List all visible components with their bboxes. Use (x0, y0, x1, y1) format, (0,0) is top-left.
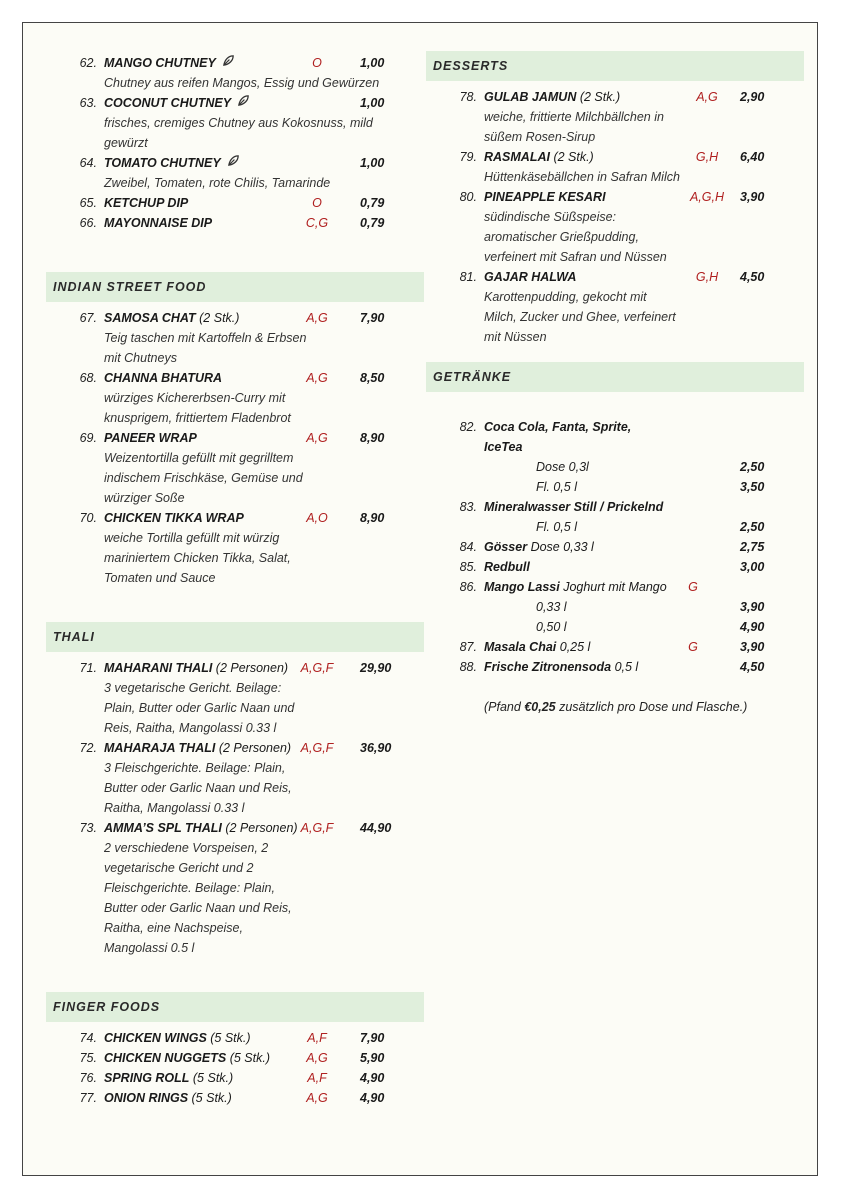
item-description: aromatischer Grießpudding, (484, 230, 639, 244)
item-description: würziges Kichererbsen-Curry mit (104, 391, 286, 405)
item-price: 0,79 (360, 216, 385, 230)
item-number: 64. (79, 156, 97, 170)
item-portion: (5 Stk.) (226, 1051, 270, 1065)
item-description: mariniertem Chicken Tikka, Salat, (104, 551, 291, 565)
item-name-text: PINEAPPLE KESARI (484, 190, 606, 204)
item-price: 1,00 (360, 56, 385, 70)
item-description: Weizentortilla gefüllt mit gegrilltem (104, 451, 294, 465)
drink-name-text: Redbull (484, 560, 530, 574)
item-description: Reis, Raitha, Mangolassi 0.33 l (104, 721, 277, 735)
drink-name (484, 557, 530, 577)
item-name-text: CHICKEN TIKKA WRAP (104, 511, 244, 525)
item-price: 29,90 (360, 661, 392, 675)
item-name (104, 368, 222, 388)
item-name-text: SAMOSA CHAT (104, 311, 196, 325)
item-name-text: MAYONNAISE DIP (104, 216, 213, 230)
allergen-codes: A,G,F (300, 741, 334, 755)
item-number: 80. (459, 190, 477, 204)
item-description: Hüttenkäsebällchen in Safran Milch (484, 170, 680, 184)
item-description: würziger Soße (104, 491, 185, 505)
drink-detail: 0,5 l (611, 660, 639, 674)
drink-name-text: Frische Zitronensoda (484, 660, 612, 674)
drink-size: Fl. 0,5 l (536, 480, 577, 494)
allergen-codes: A,G,H (689, 190, 725, 204)
item-description: vegetarische Gericht und 2 (104, 861, 254, 875)
item-name (484, 267, 576, 287)
item-description: Zweibel, Tomaten, rote Chilis, Tamarinde (104, 176, 331, 190)
section-header: FINGER FOODS (46, 992, 424, 1022)
allergen-codes: O (312, 56, 322, 70)
allergen-codes: A,G (306, 371, 328, 385)
item-price: 8,50 (360, 371, 385, 385)
item-name (104, 153, 240, 174)
deposit-note-part: (Pfand (484, 700, 525, 714)
drink-name-text: Mango Lassi (484, 580, 560, 594)
item-name (484, 147, 594, 167)
item-number: 82. (459, 420, 477, 434)
drink-name-text: Masala Chai (484, 640, 557, 654)
allergen-codes: A,G (306, 431, 328, 445)
deposit-note (484, 697, 747, 717)
item-price: 36,90 (360, 741, 392, 755)
item-name (104, 213, 212, 233)
item-number: 76. (79, 1071, 97, 1085)
drink-price: 4,50 (740, 660, 765, 674)
drink-name-text: Mineralwasser Still / Prickelnd (484, 500, 664, 514)
allergen-codes: G (688, 580, 698, 594)
drink-size: Fl. 0,5 l (536, 520, 577, 534)
drink-name (484, 577, 667, 597)
item-number: 72. (79, 741, 97, 755)
drink-name (484, 497, 663, 517)
section-header: THALI (46, 622, 424, 652)
item-number: 83. (459, 500, 477, 514)
item-name (104, 93, 250, 114)
drink-name-text: IceTea (484, 440, 523, 454)
item-description: Butter oder Garlic Naan und Reis, (104, 781, 292, 795)
drink-size: 0,50 l (536, 620, 567, 634)
item-number: 79. (459, 150, 477, 164)
drink-price: 2,50 (740, 520, 765, 534)
allergen-codes: A,G (696, 90, 718, 104)
item-description: Fleischgerichte. Beilage: Plain, (104, 881, 275, 895)
item-portion: (2 Personen) (215, 741, 292, 755)
item-portion: (2 Personen) (212, 661, 289, 675)
deposit-note-part: zusätzlich pro Dose und Flasche.) (555, 700, 748, 714)
allergen-codes: C,G (305, 216, 329, 230)
drink-name-text: Gösser (484, 540, 528, 554)
leaf-icon (237, 94, 250, 114)
item-portion: (5 Stk.) (206, 1031, 251, 1045)
item-price: 7,90 (360, 311, 385, 325)
item-name (104, 428, 197, 448)
item-description: weiche, frittierte Milchbällchen in (484, 110, 664, 124)
item-number: 78. (459, 90, 477, 104)
item-description: weiche Tortilla gefüllt mit würzig (104, 531, 280, 545)
drink-price: 2,75 (740, 540, 765, 554)
allergen-codes: A,G,F (300, 661, 334, 675)
menu-page (22, 22, 818, 1176)
item-price: 8,90 (360, 511, 385, 525)
item-description: gewürzt (104, 136, 148, 150)
item-name-text: CHANNA BHATURA (104, 371, 223, 385)
item-number: 77. (79, 1091, 97, 1105)
item-description: indischem Frischkäse, Gemüse und (104, 471, 303, 485)
item-name (104, 658, 288, 678)
item-number: 71. (79, 661, 97, 675)
leaf-icon (222, 54, 235, 74)
item-description: Chutney aus reifen Mangos, Essig und Gewürzen (104, 76, 380, 90)
item-price: 4,90 (360, 1071, 385, 1085)
item-number: 74. (79, 1031, 97, 1045)
drink-name (484, 657, 638, 677)
item-name-text: COCONUT CHUTNEY (104, 96, 232, 110)
item-name-text: MANGO CHUTNEY (104, 56, 216, 70)
item-name (104, 508, 244, 528)
section-header: INDIAN STREET FOOD (46, 272, 424, 302)
drink-price: 3,90 (740, 600, 765, 614)
item-number: 62. (79, 56, 97, 70)
item-description: Raitha, Mangolassi 0.33 l (104, 801, 245, 815)
drink-price: 4,90 (740, 620, 765, 634)
item-portion: (2 Personen) (221, 821, 298, 835)
drink-detail: Joghurt mit Mango (559, 580, 667, 594)
item-name-text: MAHARANI THALI (104, 661, 213, 675)
allergen-codes: A,G (306, 311, 328, 325)
drink-detail: Dose 0,33 l (527, 540, 594, 554)
item-price: 0,79 (360, 196, 385, 210)
allergen-codes: O (312, 196, 322, 210)
item-name-text: GAJAR HALWA (484, 270, 577, 284)
item-price: 7,90 (360, 1031, 385, 1045)
allergen-codes: A,G,F (300, 821, 334, 835)
item-name-text: ONION RINGS (104, 1091, 189, 1105)
item-portion: (2 Stk.) (549, 150, 594, 164)
allergen-codes: G,H (695, 270, 719, 284)
item-price: 2,90 (740, 90, 765, 104)
item-name-text: MAHARAJA THALI (104, 741, 216, 755)
item-number: 66. (79, 216, 97, 230)
allergen-codes: A,O (306, 511, 328, 525)
item-name-text: SPRING ROLL (104, 1071, 190, 1085)
drink-name-text: Coca Cola, Fanta, Sprite, (484, 420, 632, 434)
item-number: 88. (459, 660, 477, 674)
item-price: 3,90 (740, 190, 765, 204)
item-number: 87. (459, 640, 477, 654)
allergen-codes: A,F (307, 1071, 327, 1085)
item-price: 6,40 (740, 150, 765, 164)
item-name-text: PANEER WRAP (104, 431, 197, 445)
item-name (104, 818, 298, 838)
item-description: mit Nüssen (484, 330, 547, 344)
item-price: 5,90 (360, 1051, 385, 1065)
item-description: Teig taschen mit Kartoffeln & Erbsen (104, 331, 307, 345)
item-name (104, 53, 235, 74)
item-name (104, 1068, 233, 1088)
item-portion: (2 Stk.) (576, 90, 621, 104)
drink-price: 2,50 (740, 460, 765, 474)
item-price: 4,50 (740, 270, 765, 284)
item-number: 63. (79, 96, 97, 110)
item-description: knusprigem, frittiertem Fladenbrot (104, 411, 291, 425)
item-description: verfeinert mit Safran und Nüssen (484, 250, 667, 264)
allergen-codes: G,H (695, 150, 719, 164)
item-portion: (2 Stk.) (195, 311, 240, 325)
item-portion: (5 Stk.) (189, 1071, 234, 1085)
item-portion: (5 Stk.) (188, 1091, 232, 1105)
drink-name (484, 637, 590, 657)
item-number: 65. (79, 196, 97, 210)
section-header: GETRÄNKE (426, 362, 804, 392)
allergen-codes: A,G (306, 1091, 328, 1105)
drink-price: 3,50 (740, 480, 765, 494)
item-description: Mangolassi 0.5 l (104, 941, 195, 955)
item-description: frisches, cremiges Chutney aus Kokosnuss, mild (104, 116, 373, 130)
item-number: 84. (459, 540, 477, 554)
item-number: 67. (79, 311, 97, 325)
item-name-text: TOMATO CHUTNEY (104, 156, 221, 170)
item-number: 81. (459, 270, 477, 284)
item-name (484, 187, 606, 207)
leaf-icon (227, 154, 240, 174)
item-number: 86. (459, 580, 477, 594)
item-description: süßem Rosen-Sirup (484, 130, 596, 144)
drink-size: 0,33 l (536, 600, 567, 614)
item-name (104, 1088, 232, 1108)
item-number: 75. (79, 1051, 97, 1065)
item-price: 4,90 (360, 1091, 385, 1105)
item-name (104, 193, 188, 213)
item-description: Raitha, eine Nachspeise, (104, 921, 243, 935)
item-price: 44,90 (360, 821, 392, 835)
item-name-text: AMMA’S SPL THALI (104, 821, 222, 835)
item-name-text: KETCHUP DIP (104, 196, 189, 210)
item-description: 3 Fleischgerichte. Beilage: Plain, (104, 761, 286, 775)
item-price: 1,00 (360, 156, 385, 170)
item-name-text: GULAB JAMUN (484, 90, 577, 104)
drink-price: 3,00 (740, 560, 765, 574)
item-price: 8,90 (360, 431, 385, 445)
item-number: 70. (79, 511, 97, 525)
drink-size: Dose 0,3l (536, 460, 589, 474)
item-description: südindische Süßspeise: (484, 210, 617, 224)
drink-name (484, 417, 631, 437)
item-description: 2 verschiedene Vorspeisen, 2 (104, 841, 269, 855)
drink-name (484, 537, 594, 557)
item-number: 73. (79, 821, 97, 835)
allergen-codes: A,G (306, 1051, 328, 1065)
section-header: DESSERTS (426, 51, 804, 81)
item-name (104, 308, 239, 328)
item-number: 69. (79, 431, 97, 445)
item-name-text: CHICKEN NUGGETS (104, 1051, 227, 1065)
item-description: 3 vegetarische Gericht. Beilage: (104, 681, 282, 695)
item-name-text: RASMALAI (484, 150, 550, 164)
drink-name (484, 437, 522, 457)
item-description: Plain, Butter oder Garlic Naan und (104, 701, 295, 715)
item-name (104, 1048, 270, 1068)
item-name (484, 87, 620, 107)
item-name (104, 738, 291, 758)
item-description: Karottenpudding, gekocht mit (484, 290, 647, 304)
item-number: 68. (79, 371, 97, 385)
allergen-codes: G (688, 640, 698, 654)
item-price: 1,00 (360, 96, 385, 110)
item-name (104, 1028, 251, 1048)
item-description: Butter oder Garlic Naan und Reis, (104, 901, 292, 915)
item-name-text: CHICKEN WINGS (104, 1031, 207, 1045)
drink-price: 3,90 (740, 640, 765, 654)
allergen-codes: A,F (307, 1031, 327, 1045)
drink-detail: 0,25 l (556, 640, 591, 654)
item-description: Milch, Zucker und Ghee, verfeinert (484, 310, 676, 324)
deposit-note-part: €0,25 (524, 700, 556, 714)
item-description: Tomaten und Sauce (104, 571, 216, 585)
item-description: mit Chutneys (104, 351, 177, 365)
item-number: 85. (459, 560, 477, 574)
